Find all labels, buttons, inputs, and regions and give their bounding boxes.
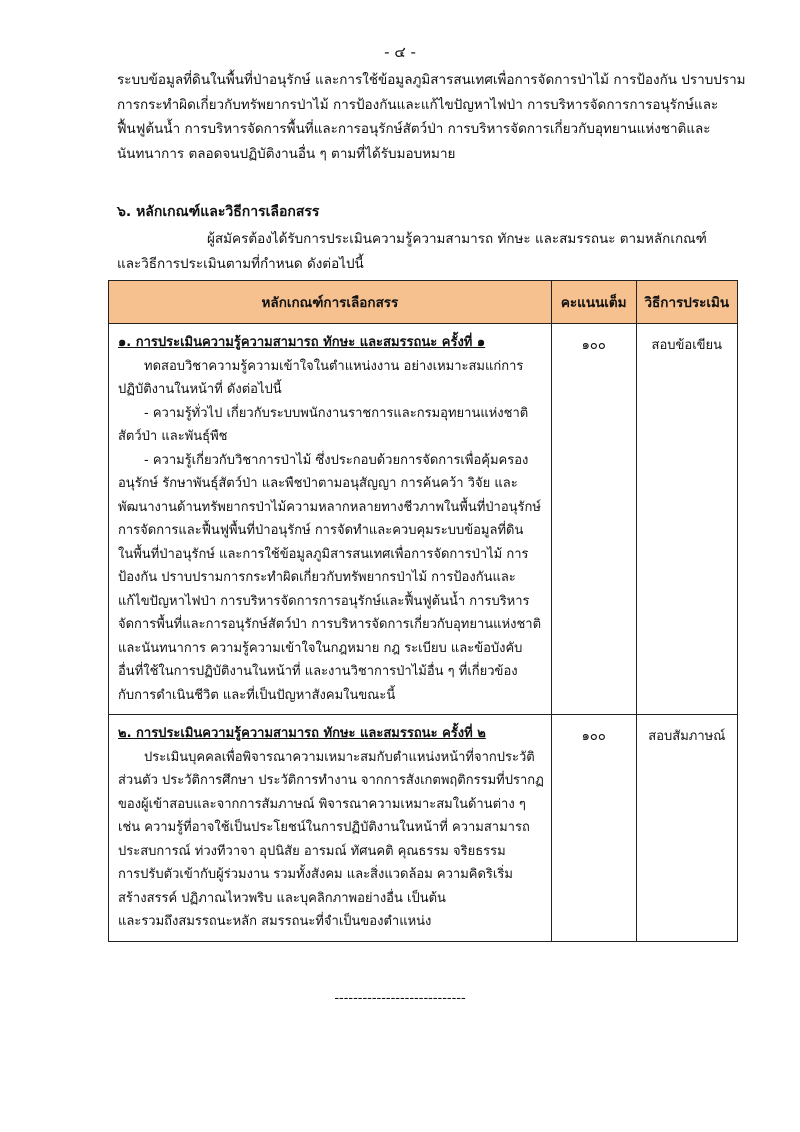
criteria-line: ปฏิบัติงานในหน้าที่ ดังต่อไปนี้	[118, 382, 282, 397]
criteria-table	[108, 280, 738, 942]
criteria-cell	[109, 715, 552, 942]
criteria-line: ประสบการณ์ ท่วงทีวาจา อุปนิสัย อารมณ์ ทัศนคติ คุณธรรม จริยธรรม	[118, 843, 506, 859]
criteria-line: จัดการพื้นที่และการอนุรักษ์สัตว์ป่า การบริหารจัดการเกี่ยวกับอุทยานแห่งชาติ	[118, 617, 542, 632]
score-cell: ๑๐๐	[551, 715, 636, 942]
criteria-line: สร้างสรรค์ ปฏิภาณไหวพริบ และบุคลิกภาพอย่างอื่น เป็นต้น	[118, 890, 446, 906]
criteria-line: การปรับตัวเข้ากับผู้ร่วมงาน รวมทั้งสังคม และสิ่งแวดล้อม ความคิดริเริ่ม	[118, 867, 513, 882]
criteria-line: ทดสอบวิชาความรู้ความเข้าใจในตำแหน่งงาน อย่างเหมาะสมแก่การ	[144, 358, 524, 374]
criteria-line: การจัดการและฟื้นฟูพื้นที่ป่าอนุรักษ์ การจัดทำและควบคุมระบบข้อมูลที่ดิน	[118, 523, 524, 538]
table-row	[109, 324, 738, 715]
criteria-line: ประเมินบุคคลเพื่อพิจารณาความเหมาะสมกับตำแหน่งหน้าที่จากประวัติ	[144, 749, 535, 765]
intro-line: ผู้สมัครต้องได้รับการประเมินความรู้ความสามารถ ทักษะ และสมรรถนะ ตามหลักเกณฑ์	[207, 231, 707, 247]
criteria-line: ในพื้นที่ป่าอนุรักษ์ และการใช้ข้อมูลภูมิสารสนเทศเพื่อการจัดการป่าไม้ การ	[118, 546, 529, 562]
criteria-line: แก้ไขปัญหาไฟป่า การบริหารจัดการการอนุรักษ์และฟื้นฟูต้นน้ำ การบริหาร	[118, 593, 530, 609]
criteria-cell	[109, 324, 552, 715]
criteria-line: - ความรู้เกี่ยวกับวิชาการป่าไม้ ซึ่งประกอบด้วยการจัดการเพื่อคุ้มครอง	[144, 452, 529, 468]
criteria-line: อนุรักษ์ รักษาพันธุ์สัตว์ป่า และพืชป่าตามอนุสัญญา การค้นคว้า วิจัย และ	[118, 476, 518, 491]
paragraph-line: การกระทำผิดเกี่ยวกับทรัพยากรป่าไม้ การป้องกันและแก้ไขปัญหาไฟป่า การบริหารจัดการการอนุรักษ์และ	[117, 96, 719, 113]
method-cell: สอบสัมภาษณ์	[636, 715, 737, 942]
header-score: คะแนนเต็ม	[551, 281, 636, 324]
intro-paragraph	[117, 227, 737, 276]
top-paragraph	[117, 68, 746, 166]
paragraph-line: นันทนาการ ตลอดจนปฏิบัติงานอื่น ๆ ตามที่ได้รับมอบหมาย	[117, 145, 456, 162]
criteria-line: พัฒนางานด้านทรัพยากรป่าไม้ความหลากหลายทางชีวภาพในพื้นที่ป่าอนุรักษ์	[118, 499, 541, 515]
method-cell: สอบข้อเขียน	[636, 324, 737, 715]
criteria-line: และนันทนาการ ความรู้ความเข้าใจในกฎหมาย กฎ ระเบียบ และข้อบังคับ	[118, 640, 523, 656]
table-header-row	[109, 281, 738, 324]
page-number: - ๔ -	[384, 43, 416, 61]
criteria-line: อื่นที่ใช้ในการปฏิบัติงานในหน้าที่ และงานวิชาการป่าไม้อื่น ๆ ที่เกี่ยวข้อง	[118, 664, 518, 679]
intro-line: และวิธีการประเมินตามที่กำหนด ดังต่อไปนี้	[117, 255, 364, 272]
criteria-line: เช่น ความรู้ที่อาจใช้เป็นประโยชน์ในการปฏิบัติงานในหน้าที่ ความสามารถ	[118, 820, 530, 835]
table-row	[109, 715, 738, 942]
criteria-line: ป้องกัน ปราบปรามการกระทำผิดเกี่ยวกับทรัพยากรป่าไม้ การป้องกันและ	[118, 570, 516, 585]
criteria-line: ส่วนตัว ประวัติการศึกษา ประวัติการทำงาน จากการสังเกตพฤติกรรมที่ปรากฏ	[118, 773, 544, 788]
header-criteria: หลักเกณฑ์การเลือกสรร	[109, 281, 552, 324]
criteria-item-title: ๒. การประเมินความรู้ความสามารถ ทักษะ และสมรรถนะ ครั้งที่ ๒	[118, 726, 486, 741]
paragraph-line: ระบบข้อมูลที่ดินในพื้นที่ป่าอนุรักษ์ และการใช้ข้อมูลภูมิสารสนเทศเพื่อการจัดการป่าไม้ การป้องกัน ปราบปราม	[117, 72, 746, 88]
criteria-line: และรวมถึงสมรรถนะหลัก สมรรถนะที่จำเป็นของตำแหน่ง	[118, 914, 432, 929]
header-method: วิธีการประเมิน	[636, 281, 737, 324]
criteria-line: - ความรู้ทั่วไป เกี่ยวกับระบบพนักงานราชการและกรมอุทยานแห่งชาติ	[144, 405, 529, 421]
section-heading: ๖. หลักเกณฑ์และวิธีการเลือกสรร	[117, 204, 320, 220]
criteria-line: กับการดำเนินชีวิต และที่เป็นปัญหาสังคมในขณะนี้	[118, 687, 396, 703]
criteria-item-title: ๑. การประเมินความรู้ความสามารถ ทักษะ และสมรรถนะ ครั้งที่ ๑	[118, 335, 486, 350]
footer-rule: ----------------------------	[334, 991, 466, 1006]
criteria-line: สัตว์ป่า และพันธุ์พืช	[118, 429, 228, 444]
score-cell: ๑๐๐	[551, 324, 636, 715]
paragraph-line: ฟื้นฟูต้นน้ำ การบริหารจัดการพื้นที่และการอนุรักษ์สัตว์ป่า การบริหารจัดการเกี่ยวกับอุทยานแห่งชาติและ	[117, 121, 711, 137]
criteria-line: ของผู้เข้าสอบและจากการสัมภาษณ์ พิจารณาความเหมาะสมในด้านต่าง ๆ	[118, 796, 526, 812]
